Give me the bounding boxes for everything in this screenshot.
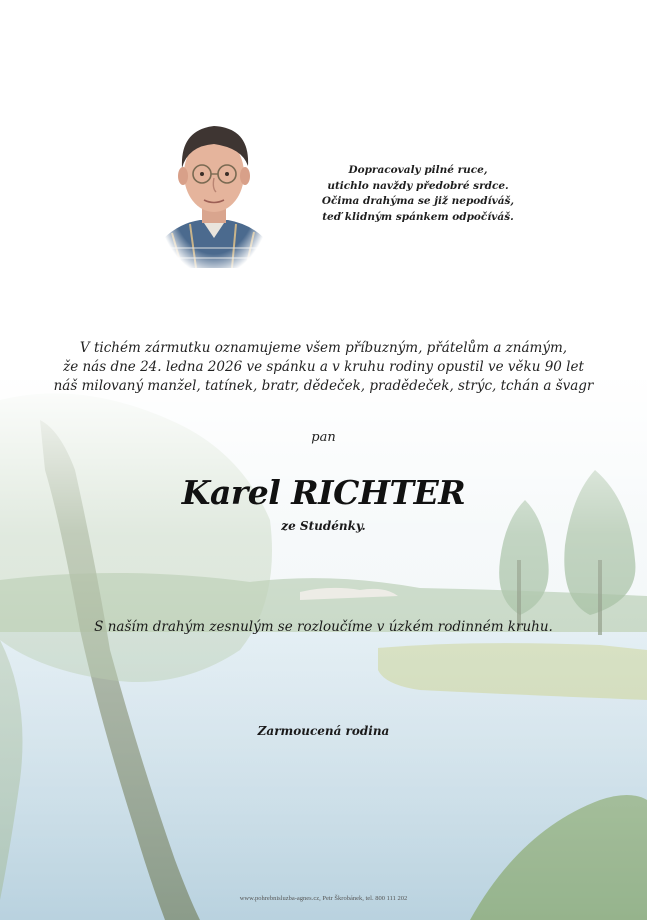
mourners-signature: Zarmoucená rodina [257, 724, 390, 738]
announcement-line: náš milovaný manžel, tatínek, bratr, dědeček, pradědeček, strýc, tchán a švagr [53, 378, 594, 394]
title-pan: pan [311, 430, 336, 445]
announcement-line: V tichém zármutku oznamujeme všem příbuzným, přátelům a známým, [79, 340, 568, 356]
verse-line: Očima drahýma se již nepodíváš, [321, 195, 515, 207]
funeral-service-footer: www.pohrebnisluzba-agnes.cz, Petr Škrobánek, tel. 800 111 202 [239, 895, 408, 902]
deceased-name: Karel RICHTER [181, 473, 466, 512]
death-announcement [40, 339, 607, 396]
verse-line: teď klidným spánkem odpočíváš. [322, 210, 514, 223]
verse-line: Dopracovaly pilné ruce, [348, 164, 488, 176]
memorial-verse [318, 163, 518, 225]
farewell-notice: S naším drahým zesnulým se rozloučíme v úzkém rodinném kruhu. [94, 619, 553, 635]
portrait-photo [160, 108, 268, 268]
deceased-origin: ze Studénky. [281, 519, 366, 533]
verse-line: utichlo navždy předobré srdce. [327, 179, 509, 192]
announcement-line: že nás dne 24. ledna 2026 ve spánku a v kruhu rodiny opustil ve věku 90 let [63, 359, 584, 375]
